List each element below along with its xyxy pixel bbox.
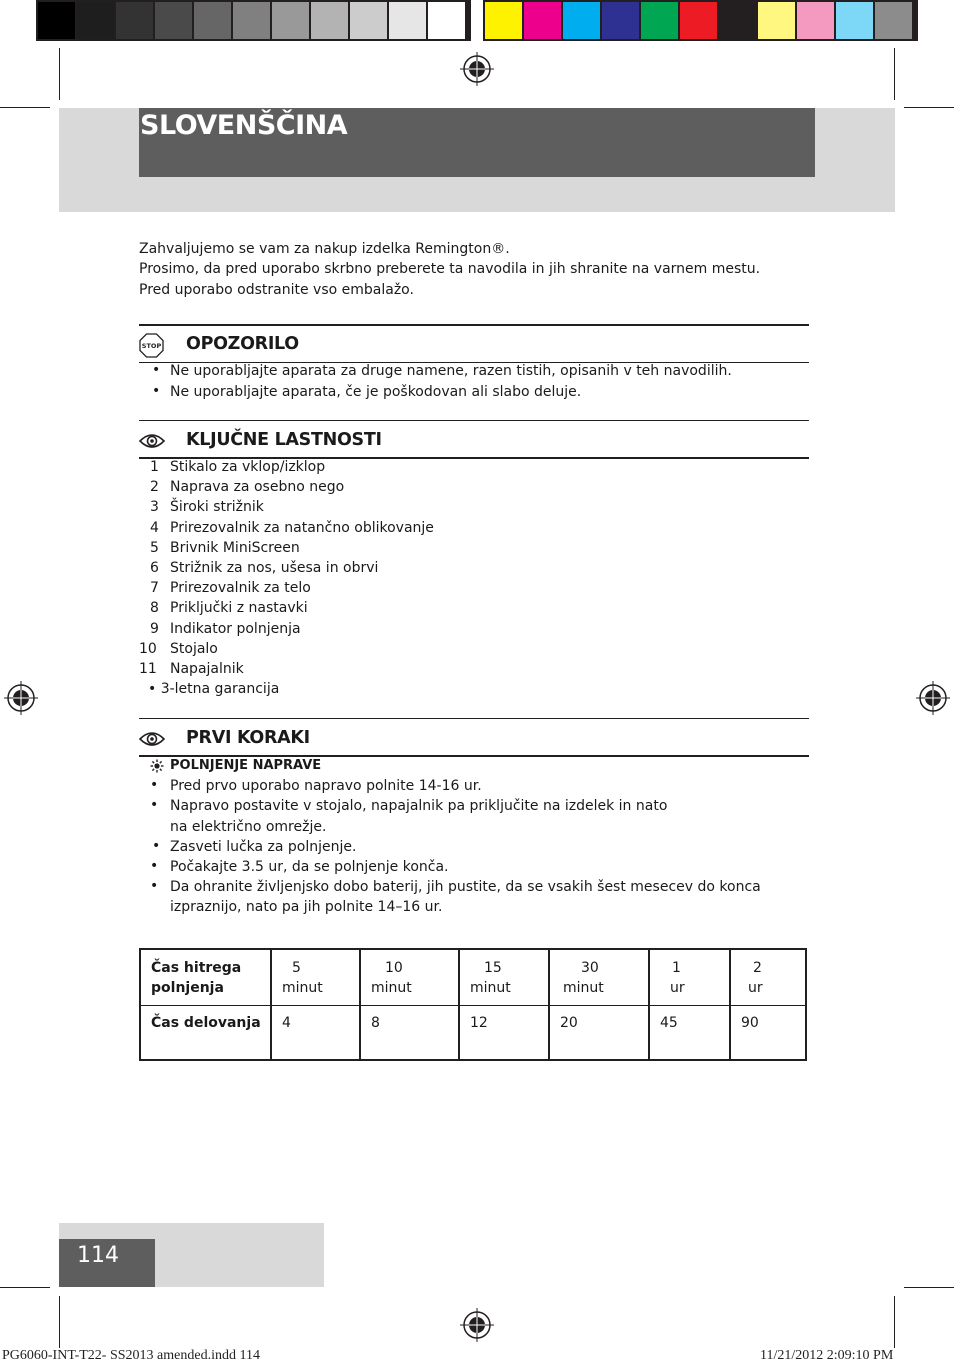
- color-swatch: [641, 2, 678, 39]
- slug-timestamp: 11/21/2012 2:09:10 PM: [760, 1348, 894, 1363]
- feature-number: 1: [150, 459, 159, 475]
- color-swatch: [524, 2, 561, 39]
- registration-mark-icon: [4, 681, 38, 715]
- crop-mark: [0, 107, 50, 108]
- table-cell: 12: [470, 1015, 488, 1031]
- feature-number: 5: [150, 539, 159, 556]
- feature-number: 9: [150, 620, 159, 637]
- warning-item: Ne uporabljajte aparata, če je poškodovan ali slabo deluje.: [170, 384, 582, 400]
- feature-label: Prirezovalnik za natančno oblikovanje: [170, 519, 434, 536]
- bullet: •: [150, 777, 159, 793]
- table-cell: 5 minut: [282, 960, 323, 996]
- color-swatch: [602, 2, 639, 39]
- features-heading: KLJUČNE LASTNOSTI: [186, 430, 382, 450]
- table-cell: 20: [560, 1015, 578, 1031]
- sun-icon: [150, 759, 164, 773]
- feature-label: Indikator polnjenja: [170, 620, 301, 637]
- stop-icon-text: STOP: [141, 342, 162, 350]
- table-cell: 15 minut: [470, 960, 511, 996]
- table-cell: 30 minut: [563, 960, 604, 996]
- color-swatch: [194, 2, 231, 39]
- feature-label: Priključki z nastavki: [170, 600, 308, 617]
- registration-mark-icon: [460, 1308, 494, 1342]
- bullet: •: [150, 797, 159, 813]
- crop-mark: [59, 48, 60, 100]
- table-cell: 10 minut: [371, 960, 412, 996]
- intro-line: Pred uporabo odstranite vso embalažo.: [139, 281, 414, 298]
- color-swatch: [563, 2, 600, 39]
- color-swatch: [272, 2, 309, 39]
- feature-label: Stikalo za vklop/izklop: [170, 459, 326, 475]
- crop-mark: [894, 48, 895, 100]
- feature-number: 7: [150, 580, 159, 597]
- registration-mark-icon: [916, 681, 950, 715]
- color-swatch: [719, 2, 756, 39]
- step-item: Pred prvo uporabo napravo polnite 14-16 ur.: [170, 778, 482, 794]
- slug-file-info: PG6060-INT-T22- SS2013 amended.indd 114: [2, 1348, 260, 1363]
- color-swatch: [797, 2, 834, 39]
- step-item: Počakajte 3.5 ur, da se polnjenje konča.: [170, 859, 449, 875]
- grayscale-color-bar: [36, 0, 471, 41]
- feature-label: Stojalo: [170, 640, 218, 657]
- color-swatch: [485, 2, 522, 39]
- section-divider: [139, 324, 809, 326]
- color-swatch: [680, 2, 717, 39]
- table-divider: [272, 1005, 805, 1006]
- feature-label: Napajalnik: [170, 661, 244, 677]
- table-cell: 8: [371, 1015, 380, 1031]
- bullet: •: [150, 858, 159, 874]
- color-swatch: [350, 2, 387, 39]
- color-swatch: [233, 2, 270, 39]
- bullet: •: [152, 838, 161, 854]
- warranty-note: • 3-letna garancija: [148, 681, 280, 697]
- charging-subheading: POLNJENJE NAPRAVE: [170, 758, 322, 773]
- color-swatch: [38, 2, 75, 39]
- registration-mark-icon: [460, 52, 494, 86]
- warning-heading: OPOZORILO: [186, 334, 299, 354]
- color-swatch: [758, 2, 795, 39]
- crop-mark: [59, 1296, 60, 1348]
- table-cell: 1 ur: [670, 960, 685, 996]
- feature-label: Naprava za osebno nego: [170, 479, 345, 496]
- color-swatch: [836, 2, 873, 39]
- feature-number: 6: [150, 560, 159, 576]
- feature-number: 4: [150, 519, 159, 536]
- bullet: •: [150, 878, 159, 894]
- page-title: SLOVENŠČINA: [140, 110, 348, 141]
- feature-number: 10: [139, 640, 157, 657]
- color-swatch: [389, 2, 426, 39]
- bullet: •: [152, 383, 161, 399]
- feature-number: 2: [150, 479, 159, 496]
- eye-icon: [139, 730, 165, 748]
- first-steps-heading: PRVI KORAKI: [186, 728, 310, 748]
- step-item-cont: na električno omrežje.: [170, 819, 327, 835]
- table-cell: 4: [282, 1015, 291, 1031]
- feature-number: 8: [150, 600, 159, 617]
- feature-label: Široki strižnik: [170, 499, 264, 516]
- step-item: Napravo postavite v stojalo, napajalnik pa priključite na izdelek in nato: [170, 798, 668, 814]
- step-item: Da ohranite življenjsko dobo baterij, jih pustite, da se vsakih šest mesecev do konca: [170, 879, 761, 895]
- table-divider: [141, 1005, 272, 1006]
- feature-label: Prirezovalnik za telo: [170, 580, 311, 597]
- intro-line: Prosimo, da pred uporabo skrbno preberete ta navodila in jih shranite na varnem mestu.: [139, 261, 761, 278]
- table-row-header: Čas delovanja: [151, 1015, 261, 1031]
- stop-sign-icon: [139, 333, 164, 358]
- intro-text: [139, 239, 819, 300]
- crop-mark: [894, 1296, 895, 1348]
- table-cell: 2 ur: [748, 960, 763, 996]
- page-number: 114: [77, 1243, 119, 1268]
- table-cell: 90: [741, 1015, 759, 1031]
- step-item: Zasveti lučka za polnjenje.: [170, 839, 357, 855]
- color-swatch: [116, 2, 153, 39]
- crop-mark: [904, 107, 954, 108]
- step-item-cont: izpraznijo, nato pa jih polnite 14–16 ur.: [170, 899, 443, 915]
- table-cell: 45: [660, 1015, 678, 1031]
- color-swatch: [428, 2, 465, 39]
- feature-label: Strižnik za nos, ušesa in obrvi: [170, 560, 379, 576]
- intro-line: Zahvaljujemo se vam za nakup izdelka Remington®.: [139, 241, 510, 257]
- section-divider: [139, 718, 809, 719]
- color-swatch: [77, 2, 114, 39]
- crop-mark: [904, 1287, 954, 1288]
- color-swatch: [875, 2, 912, 39]
- process-color-bar: [483, 0, 918, 41]
- feature-number: 3: [150, 499, 159, 516]
- crop-mark: [0, 1287, 50, 1288]
- section-divider: [139, 420, 809, 421]
- warning-item: Ne uporabljajte aparata za druge namene, razen tistih, opisanih v teh navodilih.: [170, 363, 732, 379]
- bullet: •: [152, 362, 161, 378]
- feature-label: Brivnik MiniScreen: [170, 539, 300, 556]
- feature-number: 11: [139, 661, 157, 677]
- table-row-header: Čas hitrega polnjenja: [151, 960, 242, 996]
- color-swatch: [155, 2, 192, 39]
- eye-icon: [139, 432, 165, 450]
- charging-table: [139, 948, 807, 1061]
- color-swatch: [311, 2, 348, 39]
